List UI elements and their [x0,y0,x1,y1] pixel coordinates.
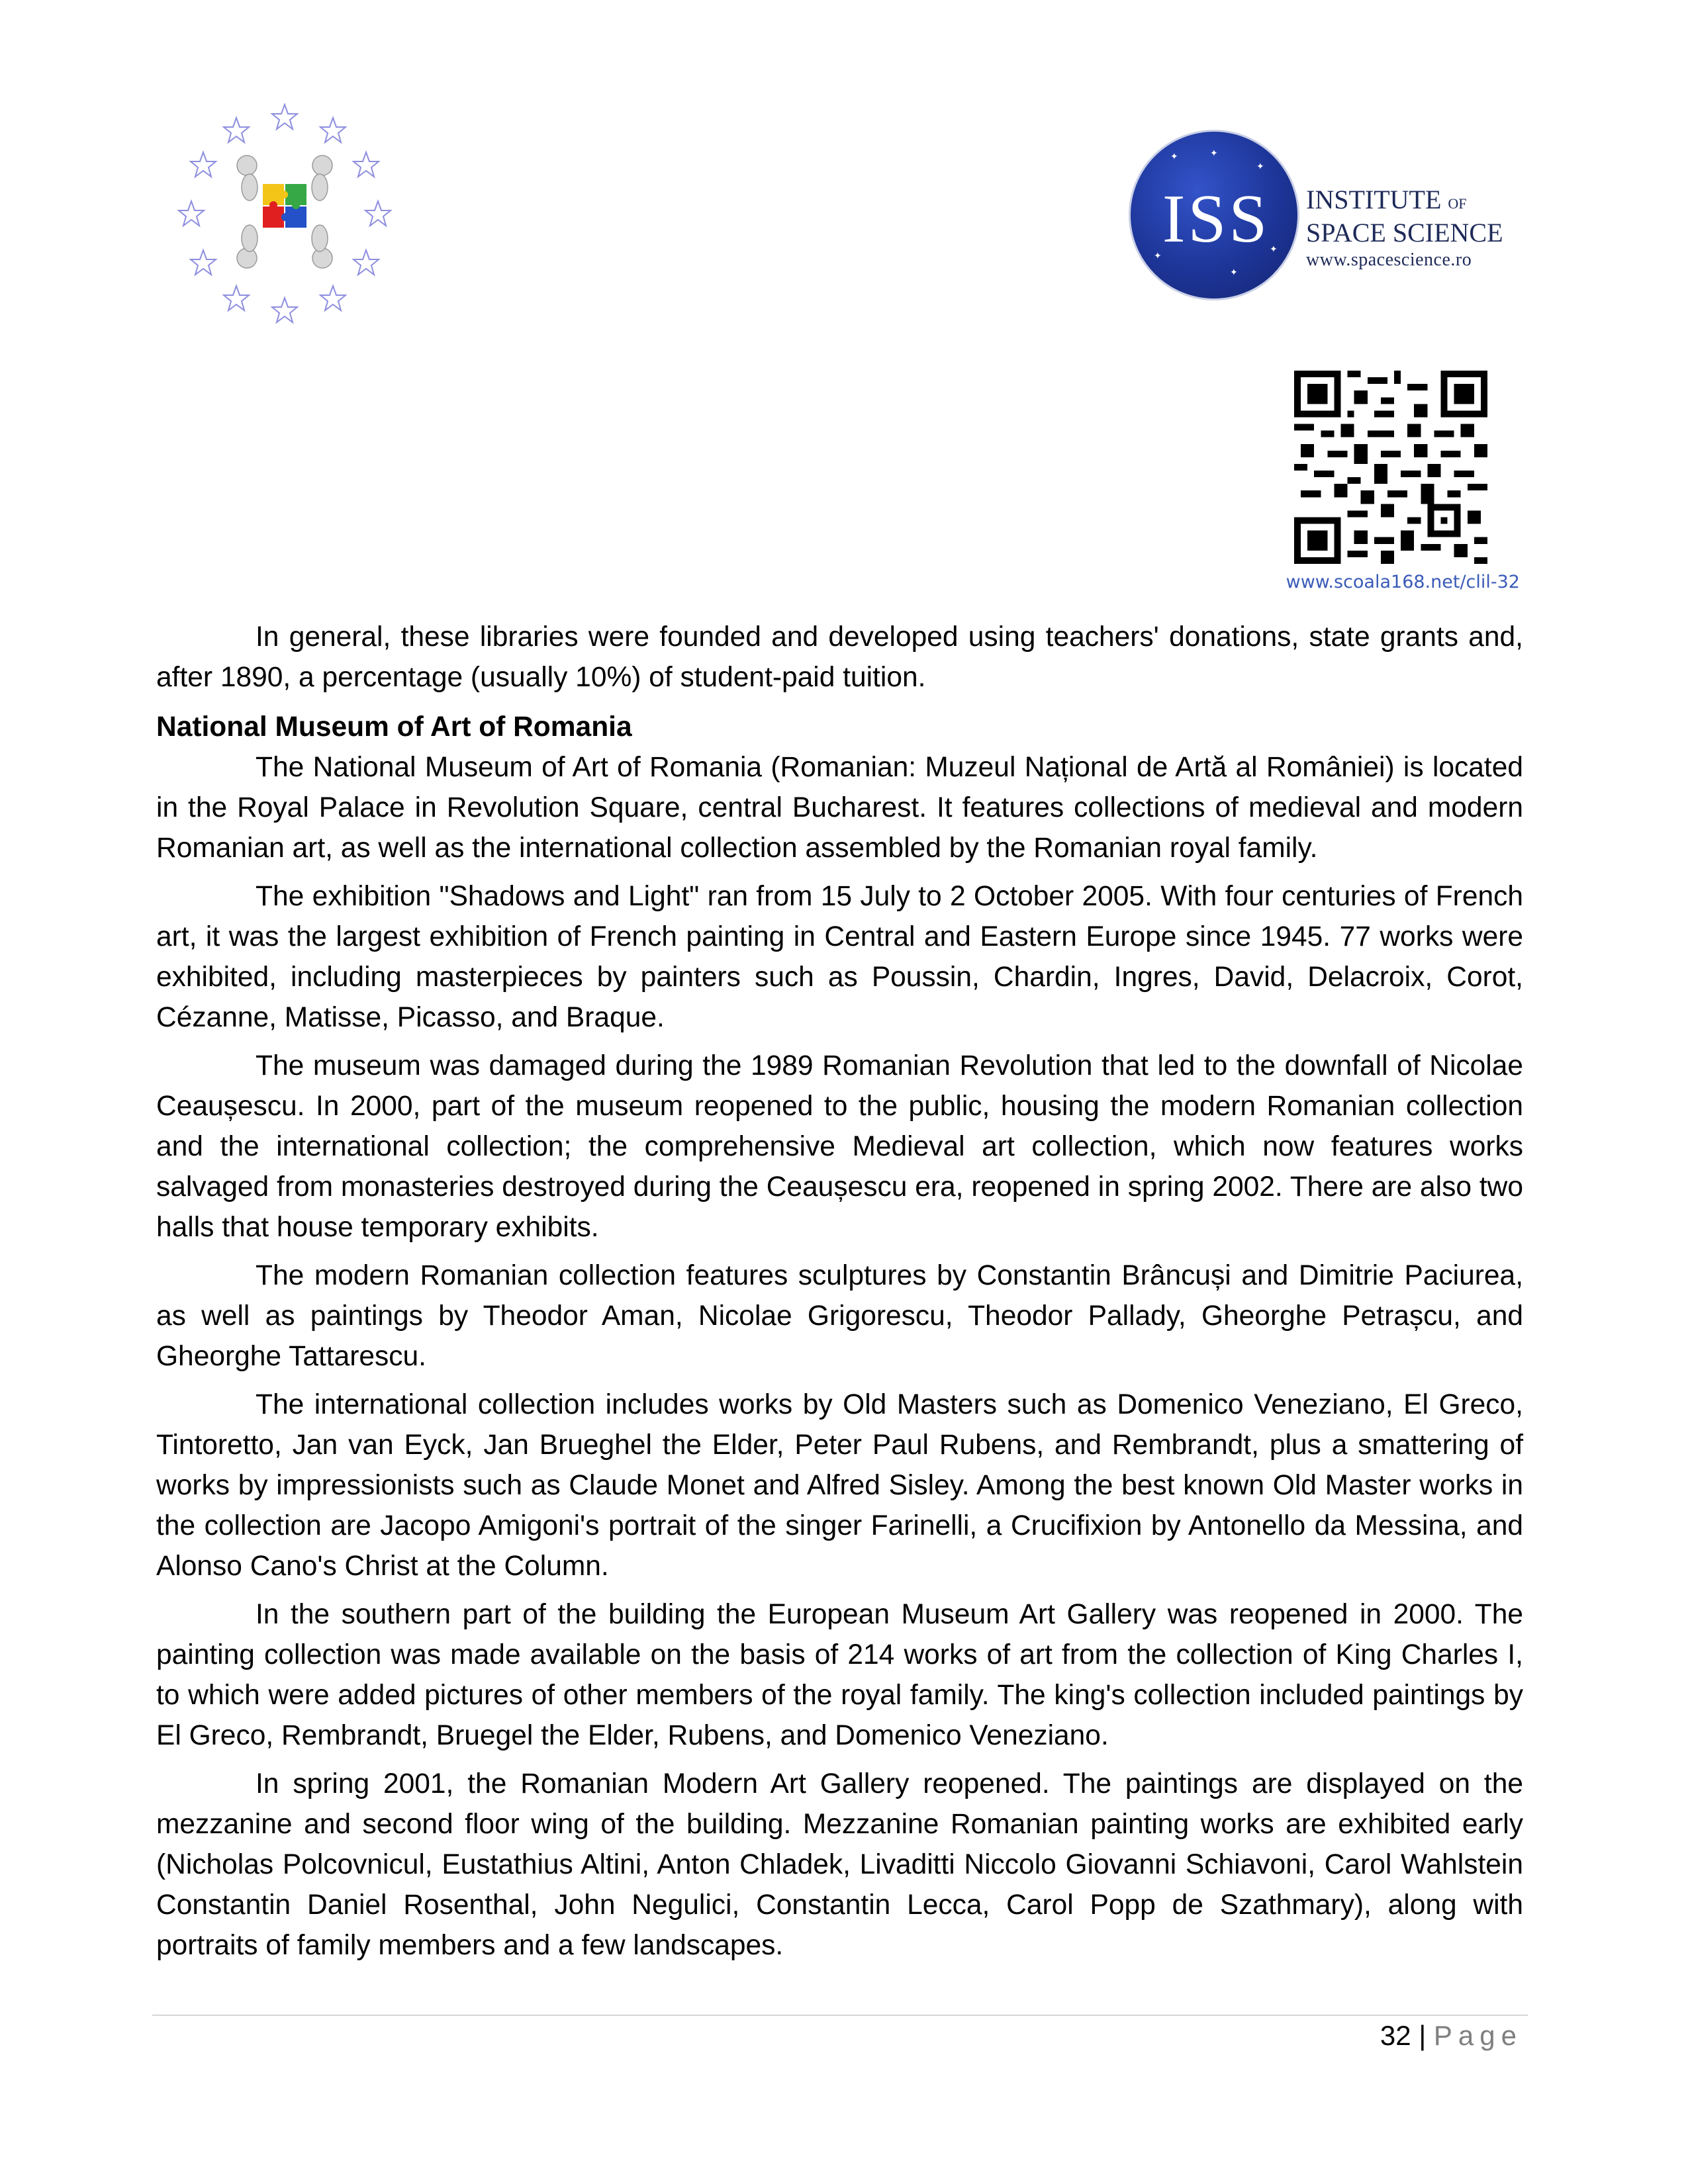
paragraph-revolution: The museum was damaged during the 1989 Romanian Revolution that led to the downfall of Nicolae Ceaușescu. In 2000, part of the museum reopened to the public, housing the modern Romanian collection and the international collection; the comprehensive Medieval art collection, which now features works salvaged from monasteries destroyed during the Ceaușescu era, reopened in spring 2002. There are also two halls that house temporary exhibits. [156,1050,1523,1243]
qr-caption: www.scoala168.net/clil-32 [1286,572,1520,592]
iss-institute: INSTITUTE [1306,185,1442,214]
iss-of: OF [1448,195,1467,212]
paragraph-european-gallery: In the southern part of the building the European Museum Art Gallery was reopened in 2000. The painting collection was made available on the basis of 214 works of art from the collection of King Charles I, to which were added pictures of other members of the royal family. The king's collection included paintings by El Greco, Rembrandt, Bruegel the Elder, Rubens, and Domenico Veneziano. [156,1599,1523,1751]
iss-letters: ISS [1162,181,1270,257]
paragraph-libraries: In general, these libraries were founded and developed using teachers' donations, state grants and, after 1890, a percentage (usually 10%) of student-paid tuition. [156,621,1523,693]
qr-code-icon [1294,371,1487,564]
iss-logo [1129,130,1539,302]
iss-wordmark [1306,185,1503,273]
document-body [156,617,1523,1966]
section-heading: National Museum of Art of Romania [156,711,632,743]
paragraph-modern-gallery: In spring 2001, the Romanian Modern Art Gallery reopened. The paintings are displayed on the mezzanine and second floor wing of the building. Mezzanine Romanian painting works are exhibited early (Nicholas Polcovnicul, Eustathius Altini, Anton Chladek, Livaditti Niccolo Giovanni Schiavoni, Carol Wahlstein Constantin Daniel Rosenthal, John Negulici, Constantin Lecca, Carol Popp de Szathmary), along with portraits of family members and a few landscapes. [156,1768,1523,1961]
puzzle-figures-logo-icon [169,98,400,330]
iss-space-science: SPACE SCIENCE [1306,218,1503,248]
iss-circle-icon: ✦ ✦ ✦ ✦ ✦ ✦ ISS [1129,130,1299,300]
paragraph-modern-collection: The modern Romanian collection features sculptures by Constantin Brâncuși and Dimitrie Paciurea, as well as paintings by Theodor Aman, Nicolae Grigorescu, Theodor Pallady, Gheorghe Petrașcu, and Gheorghe Tattarescu. [156,1260,1523,1372]
paragraph-museum-intro: The National Museum of Art of Romania (Romanian: Muzeul Național de Artă al României) is located in the Royal Palace in Revolution Square, central Bucharest. It features collections of medieval and modern Romanian art, as well as the international collection assembled by the Romanian royal family. [156,752,1523,864]
footer-separator: | [1419,2020,1427,2051]
page-footer [1059,2016,1523,2056]
page-label: Page [1433,2020,1523,2051]
paragraph-exhibition: The exhibition "Shadows and Light" ran from 15 July to 2 October 2005. With four centuries of French art, it was the largest exhibition of French painting in Central and Eastern Europe since 1945. 77 works were exhibited, including masterpieces by painters such as Poussin, Chardin, Ingres, David, Delacroix, Corot, Cézanne, Matisse, Picasso, and Braque. [156,881,1523,1033]
paragraph-international-collection: The international collection includes works by Old Masters such as Domenico Veneziano, El Greco, Tintoretto, Jan van Eyck, Jan Brueghel the Elder, Peter Paul Rubens, and Rembrandt, plus a smattering of works by impressionists such as Claude Monet and Alfred Sisley. Among the best known Old Master works in the collection are Jacopo Amigoni's portrait of the singer Farinelli, a Crucifixion by Antonello da Messina, and Alonso Cano's Christ at the Column. [156,1389,1523,1582]
iss-website: www.spacescience.ro [1306,250,1472,270]
page-number: 32 [1380,2020,1411,2051]
